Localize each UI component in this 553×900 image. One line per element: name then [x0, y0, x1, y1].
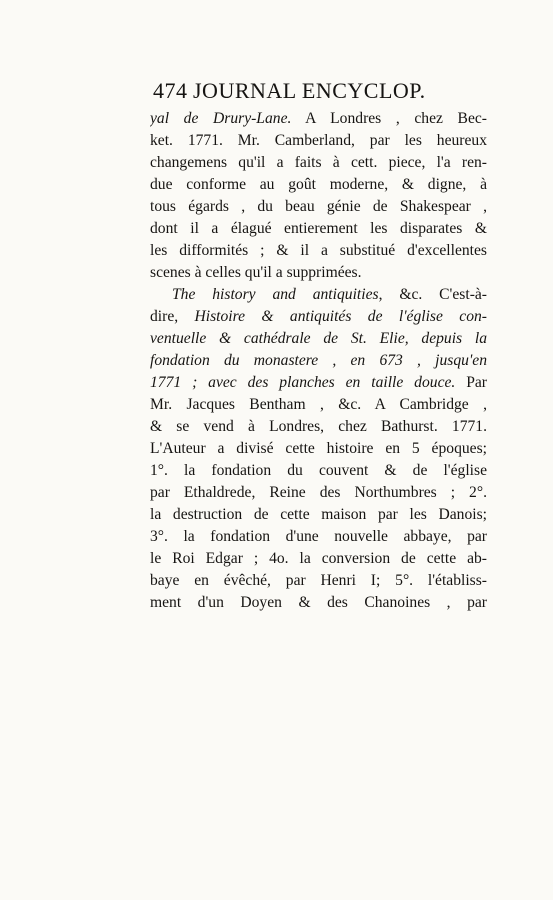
text-line: ket. 1771. Mr. Camberland, par les heureux: [150, 132, 487, 149]
text-line: ment d'un Doyen & des Chanoines , par: [150, 594, 487, 611]
text-line: le Roi Edgar ; 4o. la conversion de cette ab-: [150, 550, 487, 567]
text-line: la destruction de cette maison par les Danois;: [150, 506, 487, 523]
text-line: les difformités ; & il a substitué d'excellentes: [150, 242, 487, 259]
text-line: 1771 ; avec des planches en taille douce. Par: [150, 374, 487, 391]
text-line: 1°. la fondation du couvent & de l'église: [150, 462, 487, 479]
text-line: L'Auteur a divisé cette histoire en 5 époques;: [150, 440, 487, 457]
text-line: dire, Histoire & antiquités de l'église con-: [150, 308, 487, 325]
text-line: scenes à celles qu'il a supprimées.: [150, 264, 362, 281]
text-line: baye en évêché, par Henri I; 5°. l'établiss-: [150, 572, 487, 589]
text-line: 3°. la fondation d'une nouvelle abbaye, par: [150, 528, 487, 545]
text-line: Mr. Jacques Bentham , &c. A Cambridge ,: [150, 396, 487, 413]
text-line: The history and antiquities, &c. C'est-à-: [172, 286, 487, 303]
page-number: 474: [153, 78, 188, 103]
text-line: & se vend à Londres, chez Bathurst. 1771.: [150, 418, 487, 435]
text-line: yal de Drury-Lane. A Londres , chez Bec-: [150, 110, 487, 127]
running-title: JOURNAL ENCYCLOP.: [193, 78, 426, 103]
text-line: dont il a élagué entierement les disparates &: [150, 220, 487, 237]
text-line: ventuelle & cathédrale de St. Elie, depuis la: [150, 330, 487, 347]
text-line: changemens qu'il a faits à cett. piece, l'a ren-: [150, 154, 487, 171]
text-line: due conforme au goût moderne, & digne, à: [150, 176, 487, 193]
text-line: par Ethaldrede, Reine des Northumbres ; 2°.: [150, 484, 487, 501]
text-line: tous égards , du beau génie de Shakespear ,: [150, 198, 487, 215]
text-line: fondation du monastere , en 673 , jusqu'en: [150, 352, 487, 369]
